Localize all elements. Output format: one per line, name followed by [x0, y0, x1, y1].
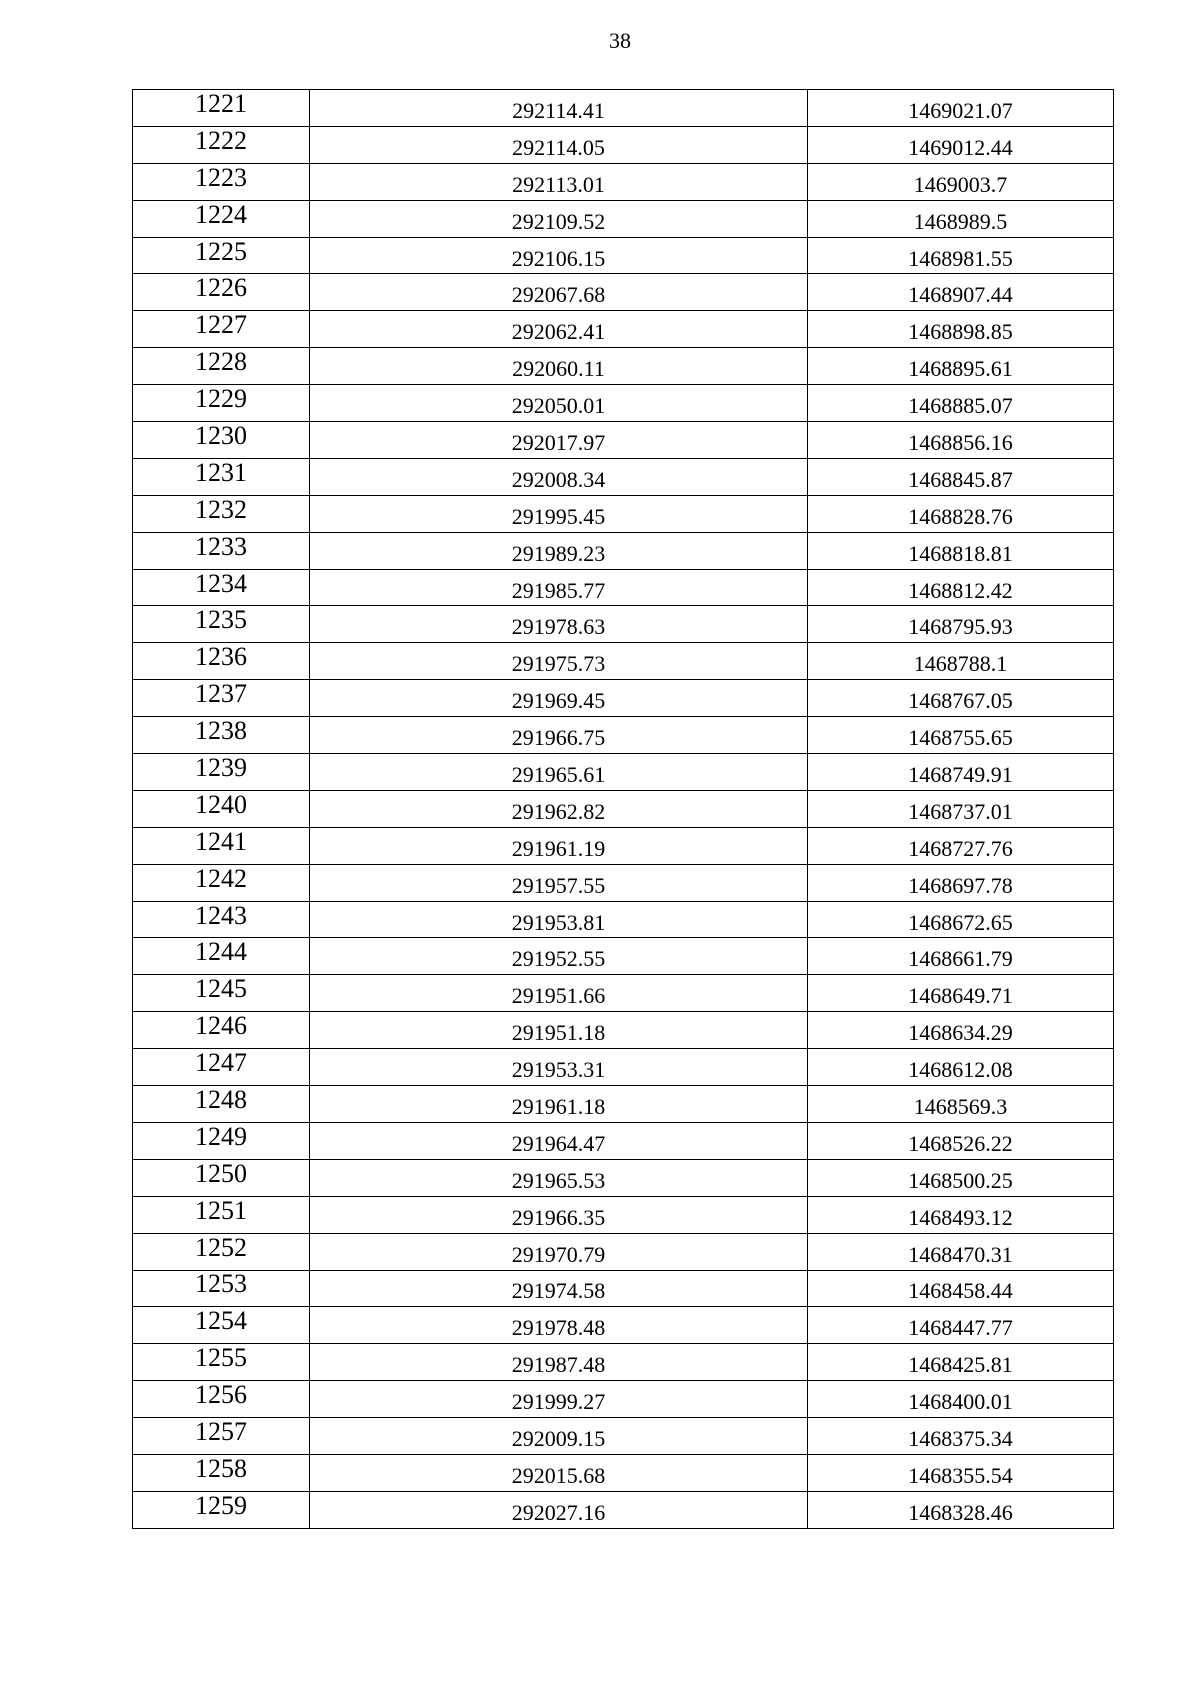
y-coordinate-cell — [808, 827, 1114, 864]
x-coordinate-cell — [310, 643, 808, 680]
table-row — [133, 790, 1114, 827]
x-coordinate-text: 291974.58 — [511, 1278, 606, 1304]
x-coordinate-cell — [310, 1381, 808, 1418]
point-number-text: 1258 — [195, 1453, 247, 1483]
point-number-text: 1227 — [195, 310, 247, 340]
x-coordinate-text: 291966.35 — [511, 1204, 606, 1230]
x-coordinate-text: 292109.52 — [511, 208, 606, 234]
x-coordinate-text: 292009.15 — [511, 1426, 606, 1451]
y-coordinate-text: 1468375.34 — [908, 1426, 1013, 1451]
x-coordinate-cell — [310, 1307, 808, 1344]
x-coordinate-cell — [310, 680, 808, 717]
x-coordinate-cell — [310, 237, 808, 274]
point-number-text: 1243 — [195, 900, 247, 930]
y-coordinate-text: 1468328.46 — [908, 1499, 1013, 1525]
point-number-text: 1228 — [195, 347, 247, 377]
y-coordinate-cell — [808, 1012, 1114, 1049]
point-number-text: 1234 — [195, 568, 247, 598]
point-number-text: 1224 — [195, 199, 247, 229]
y-coordinate-cell — [808, 1454, 1114, 1491]
x-coordinate-cell — [310, 1012, 808, 1049]
y-coordinate-text: 1469021.07 — [908, 97, 1013, 123]
x-coordinate-text: 292106.15 — [511, 245, 606, 271]
x-coordinate-text: 291957.55 — [511, 872, 606, 898]
x-coordinate-text: 291970.79 — [511, 1241, 606, 1267]
table-row — [133, 1344, 1114, 1381]
y-coordinate-cell — [808, 311, 1114, 348]
point-number-cell — [133, 1344, 310, 1381]
y-coordinate-cell — [808, 348, 1114, 385]
x-coordinate-cell — [310, 90, 808, 127]
y-coordinate-text: 1468470.31 — [908, 1241, 1013, 1267]
y-coordinate-cell — [808, 606, 1114, 643]
table-row — [133, 754, 1114, 791]
y-coordinate-cell — [808, 1086, 1114, 1123]
y-coordinate-cell — [808, 1491, 1114, 1528]
x-coordinate-cell — [310, 311, 808, 348]
y-coordinate-text: 1468672.65 — [908, 909, 1013, 935]
y-coordinate-cell — [808, 126, 1114, 163]
x-coordinate-text: 291978.48 — [511, 1315, 606, 1341]
point-number-text: 1236 — [195, 642, 247, 672]
point-number-text: 1250 — [195, 1158, 247, 1188]
table-row — [133, 606, 1114, 643]
table-row — [133, 311, 1114, 348]
point-number-cell — [133, 938, 310, 975]
y-coordinate-text: 1468812.42 — [908, 577, 1013, 603]
point-number-text: 1231 — [195, 457, 247, 487]
point-number-text: 1223 — [195, 162, 247, 192]
x-coordinate-cell — [310, 1196, 808, 1233]
x-coordinate-cell — [310, 569, 808, 606]
point-number-cell — [133, 864, 310, 901]
y-coordinate-cell — [808, 569, 1114, 606]
x-coordinate-cell — [310, 348, 808, 385]
y-coordinate-text: 1468727.76 — [908, 835, 1013, 861]
table-row — [133, 1381, 1114, 1418]
point-number-cell — [133, 237, 310, 274]
y-coordinate-text: 1468907.44 — [908, 282, 1013, 308]
x-coordinate-text: 291951.66 — [511, 983, 606, 1009]
table-row — [133, 200, 1114, 237]
y-coordinate-cell — [808, 1159, 1114, 1196]
point-number-cell — [133, 385, 310, 422]
point-number-cell — [133, 1233, 310, 1270]
y-coordinate-text: 1468749.91 — [908, 761, 1013, 787]
x-coordinate-text: 292027.16 — [511, 1499, 606, 1525]
x-coordinate-cell — [310, 606, 808, 643]
y-coordinate-cell — [808, 90, 1114, 127]
table-row — [133, 938, 1114, 975]
y-coordinate-cell — [808, 237, 1114, 274]
x-coordinate-cell — [310, 274, 808, 311]
y-coordinate-text: 1468737.01 — [908, 798, 1013, 824]
point-number-cell — [133, 1491, 310, 1528]
y-coordinate-cell — [808, 385, 1114, 422]
table-row — [133, 458, 1114, 495]
y-coordinate-text: 1468526.22 — [908, 1130, 1013, 1156]
y-coordinate-cell — [808, 717, 1114, 754]
point-number-cell — [133, 1086, 310, 1123]
x-coordinate-cell — [310, 1159, 808, 1196]
x-coordinate-cell — [310, 1122, 808, 1159]
x-coordinate-text: 291953.31 — [511, 1057, 606, 1083]
point-number-text: 1245 — [195, 974, 247, 1004]
x-coordinate-cell — [310, 754, 808, 791]
table-row — [133, 680, 1114, 717]
y-coordinate-text: 1468493.12 — [908, 1204, 1013, 1230]
y-coordinate-text: 1468818.81 — [908, 540, 1013, 566]
y-coordinate-text: 1468885.07 — [908, 393, 1013, 419]
table-row — [133, 901, 1114, 938]
table-row — [133, 1270, 1114, 1307]
x-coordinate-cell — [310, 1049, 808, 1086]
table-row — [133, 422, 1114, 459]
y-coordinate-text: 1468649.71 — [908, 983, 1013, 1009]
point-number-text: 1259 — [195, 1490, 247, 1520]
y-coordinate-cell — [808, 680, 1114, 717]
point-number-cell — [133, 163, 310, 200]
y-coordinate-text: 1468355.54 — [908, 1462, 1013, 1488]
y-coordinate-cell — [808, 274, 1114, 311]
y-coordinate-cell — [808, 1196, 1114, 1233]
table-row — [133, 1012, 1114, 1049]
y-coordinate-cell — [808, 938, 1114, 975]
table-row — [133, 163, 1114, 200]
x-coordinate-cell — [310, 1344, 808, 1381]
point-number-cell — [133, 1159, 310, 1196]
y-coordinate-text: 1469003.7 — [913, 171, 1008, 197]
y-coordinate-text: 1468447.77 — [908, 1315, 1013, 1341]
x-coordinate-cell — [310, 495, 808, 532]
x-coordinate-text: 291985.77 — [511, 577, 606, 603]
y-coordinate-cell — [808, 754, 1114, 791]
x-coordinate-cell — [310, 458, 808, 495]
y-coordinate-text: 1468989.5 — [913, 208, 1008, 234]
table-row — [133, 1418, 1114, 1455]
table-row — [133, 569, 1114, 606]
x-coordinate-text: 292114.05 — [512, 134, 605, 160]
page-number: 38 — [609, 28, 631, 53]
y-coordinate-text: 1468400.01 — [908, 1389, 1013, 1415]
coordinates-table-body — [133, 90, 1114, 1529]
point-number-cell — [133, 1307, 310, 1344]
y-coordinate-text: 1468898.85 — [908, 319, 1013, 345]
y-coordinate-cell — [808, 1344, 1114, 1381]
y-coordinate-text: 1468425.81 — [908, 1352, 1013, 1378]
x-coordinate-cell — [310, 901, 808, 938]
table-row — [133, 495, 1114, 532]
point-number-text: 1257 — [195, 1417, 247, 1446]
y-coordinate-text: 1468788.1 — [913, 651, 1008, 677]
x-coordinate-cell — [310, 864, 808, 901]
y-coordinate-text: 1468500.25 — [908, 1167, 1013, 1193]
x-coordinate-text: 291965.61 — [511, 761, 606, 787]
point-number-cell — [133, 126, 310, 163]
table-row — [133, 1196, 1114, 1233]
x-coordinate-text: 291964.47 — [511, 1130, 606, 1156]
table-row — [133, 126, 1114, 163]
table-row — [133, 643, 1114, 680]
point-number-text: 1237 — [195, 679, 247, 709]
x-coordinate-cell — [310, 532, 808, 569]
point-number-text: 1256 — [195, 1380, 247, 1410]
y-coordinate-cell — [808, 1270, 1114, 1307]
point-number-cell — [133, 532, 310, 569]
y-coordinate-text: 1468458.44 — [908, 1278, 1013, 1304]
y-coordinate-cell — [808, 1381, 1114, 1418]
point-number-cell — [133, 717, 310, 754]
x-coordinate-cell — [310, 827, 808, 864]
x-coordinate-text: 292060.11 — [512, 356, 605, 382]
point-number-cell — [133, 975, 310, 1012]
point-number-cell — [133, 1270, 310, 1307]
y-coordinate-cell — [808, 864, 1114, 901]
x-coordinate-text: 292017.97 — [511, 429, 606, 455]
x-coordinate-text: 291969.45 — [511, 688, 606, 714]
y-coordinate-cell — [808, 1122, 1114, 1159]
y-coordinate-cell — [808, 532, 1114, 569]
x-coordinate-cell — [310, 163, 808, 200]
x-coordinate-cell — [310, 1491, 808, 1528]
y-coordinate-text: 1468697.78 — [908, 872, 1013, 898]
point-number-cell — [133, 422, 310, 459]
point-number-text: 1249 — [195, 1121, 247, 1151]
point-number-cell — [133, 495, 310, 532]
x-coordinate-text: 292008.34 — [511, 466, 606, 492]
point-number-text: 1253 — [195, 1269, 247, 1299]
point-number-cell — [133, 790, 310, 827]
y-coordinate-cell — [808, 200, 1114, 237]
y-coordinate-cell — [808, 1049, 1114, 1086]
y-coordinate-text: 1468856.16 — [908, 429, 1013, 455]
point-number-text: 1242 — [195, 863, 247, 893]
x-coordinate-cell — [310, 200, 808, 237]
y-coordinate-cell — [808, 975, 1114, 1012]
point-number-text: 1247 — [195, 1048, 247, 1078]
point-number-text: 1230 — [195, 420, 247, 450]
point-number-text: 1254 — [195, 1306, 247, 1336]
x-coordinate-text: 291975.73 — [511, 651, 606, 677]
y-coordinate-text: 1468661.79 — [908, 946, 1013, 972]
y-coordinate-cell — [808, 422, 1114, 459]
x-coordinate-cell — [310, 1454, 808, 1491]
table-row — [133, 975, 1114, 1012]
coordinates-table — [132, 89, 1114, 1529]
table-row — [133, 1233, 1114, 1270]
point-number-text: 1244 — [195, 937, 247, 967]
x-coordinate-text: 291999.27 — [511, 1389, 606, 1415]
table-row — [133, 864, 1114, 901]
x-coordinate-cell — [310, 790, 808, 827]
table-row — [133, 274, 1114, 311]
x-coordinate-cell — [310, 1418, 808, 1455]
y-coordinate-text: 1468895.61 — [908, 356, 1013, 382]
x-coordinate-text: 291995.45 — [511, 503, 606, 529]
x-coordinate-text: 291987.48 — [511, 1352, 606, 1378]
x-coordinate-cell — [310, 1270, 808, 1307]
table-row — [133, 1454, 1114, 1491]
y-coordinate-cell — [808, 901, 1114, 938]
x-coordinate-cell — [310, 422, 808, 459]
y-coordinate-text: 1468767.05 — [908, 688, 1013, 714]
x-coordinate-text: 291965.53 — [511, 1167, 606, 1193]
y-coordinate-text: 1469012.44 — [908, 134, 1013, 160]
y-coordinate-text: 1468569.3 — [913, 1093, 1008, 1119]
point-number-text: 1241 — [195, 826, 247, 856]
point-number-text: 1246 — [195, 1011, 247, 1041]
point-number-text: 1252 — [195, 1232, 247, 1262]
x-coordinate-text: 292114.41 — [512, 97, 605, 123]
point-number-cell — [133, 643, 310, 680]
y-coordinate-cell — [808, 1307, 1114, 1344]
point-number-cell — [133, 90, 310, 127]
point-number-cell — [133, 1122, 310, 1159]
point-number-text: 1221 — [195, 88, 247, 118]
x-coordinate-text: 291989.23 — [511, 540, 606, 566]
y-coordinate-text: 1468981.55 — [908, 245, 1013, 271]
point-number-text: 1225 — [195, 236, 247, 266]
x-coordinate-text: 291978.63 — [511, 614, 606, 640]
point-number-text: 1248 — [195, 1084, 247, 1114]
point-number-cell — [133, 348, 310, 385]
table-row — [133, 1307, 1114, 1344]
table-row — [133, 237, 1114, 274]
y-coordinate-text: 1468755.65 — [908, 725, 1013, 751]
point-number-cell — [133, 200, 310, 237]
y-coordinate-cell — [808, 643, 1114, 680]
point-number-text: 1233 — [195, 531, 247, 561]
point-number-text: 1251 — [195, 1195, 247, 1225]
point-number-cell — [133, 1196, 310, 1233]
table-row — [133, 385, 1114, 422]
point-number-cell — [133, 458, 310, 495]
point-number-text: 1232 — [195, 494, 247, 524]
x-coordinate-text: 292015.68 — [511, 1462, 606, 1488]
table-row — [133, 90, 1114, 127]
x-coordinate-text: 291962.82 — [511, 798, 606, 824]
y-coordinate-cell — [808, 163, 1114, 200]
point-number-cell — [133, 274, 310, 311]
point-number-text: 1239 — [195, 752, 247, 782]
point-number-cell — [133, 901, 310, 938]
table-row — [133, 717, 1114, 754]
point-number-cell — [133, 680, 310, 717]
point-number-text: 1238 — [195, 716, 247, 746]
x-coordinate-cell — [310, 1233, 808, 1270]
point-number-cell — [133, 1049, 310, 1086]
table-row — [133, 1491, 1114, 1528]
point-number-cell — [133, 606, 310, 643]
table-row — [133, 1122, 1114, 1159]
x-coordinate-text: 292113.01 — [512, 171, 605, 197]
x-coordinate-cell — [310, 975, 808, 1012]
point-number-cell — [133, 311, 310, 348]
y-coordinate-cell — [808, 1233, 1114, 1270]
x-coordinate-text: 292067.68 — [511, 282, 606, 308]
point-number-cell — [133, 827, 310, 864]
x-coordinate-text: 292050.01 — [511, 393, 606, 419]
table-row — [133, 1049, 1114, 1086]
y-coordinate-text: 1468828.76 — [908, 503, 1013, 529]
y-coordinate-text: 1468612.08 — [908, 1057, 1013, 1083]
y-coordinate-text: 1468845.87 — [908, 466, 1013, 492]
point-number-text: 1229 — [195, 384, 247, 414]
point-number-cell — [133, 569, 310, 606]
y-coordinate-text: 1468634.29 — [908, 1020, 1013, 1046]
x-coordinate-cell — [310, 1086, 808, 1123]
point-number-cell — [133, 1418, 310, 1455]
table-row — [133, 348, 1114, 385]
y-coordinate-cell — [808, 495, 1114, 532]
table-row — [133, 1159, 1114, 1196]
x-coordinate-text: 291961.18 — [511, 1093, 606, 1119]
x-coordinate-cell — [310, 938, 808, 975]
point-number-cell — [133, 1381, 310, 1418]
y-coordinate-text: 1468795.93 — [908, 614, 1013, 640]
point-number-text: 1240 — [195, 789, 247, 819]
y-coordinate-cell — [808, 790, 1114, 827]
point-number-cell — [133, 1012, 310, 1049]
x-coordinate-text: 291961.19 — [511, 835, 606, 861]
table-row — [133, 1086, 1114, 1123]
point-number-text: 1255 — [195, 1343, 247, 1373]
y-coordinate-cell — [808, 458, 1114, 495]
x-coordinate-cell — [310, 385, 808, 422]
x-coordinate-cell — [310, 126, 808, 163]
point-number-text: 1226 — [195, 273, 247, 303]
x-coordinate-text: 291953.81 — [511, 909, 606, 935]
point-number-cell — [133, 754, 310, 791]
point-number-cell — [133, 1454, 310, 1491]
table-row — [133, 827, 1114, 864]
x-coordinate-text: 292062.41 — [511, 319, 606, 345]
point-number-text: 1222 — [195, 125, 247, 155]
x-coordinate-text: 291966.75 — [511, 725, 606, 751]
point-number-text: 1235 — [195, 605, 247, 635]
x-coordinate-cell — [310, 717, 808, 754]
x-coordinate-text: 291952.55 — [511, 946, 606, 972]
y-coordinate-cell — [808, 1418, 1114, 1455]
table-row — [133, 532, 1114, 569]
x-coordinate-text: 291951.18 — [511, 1020, 606, 1046]
